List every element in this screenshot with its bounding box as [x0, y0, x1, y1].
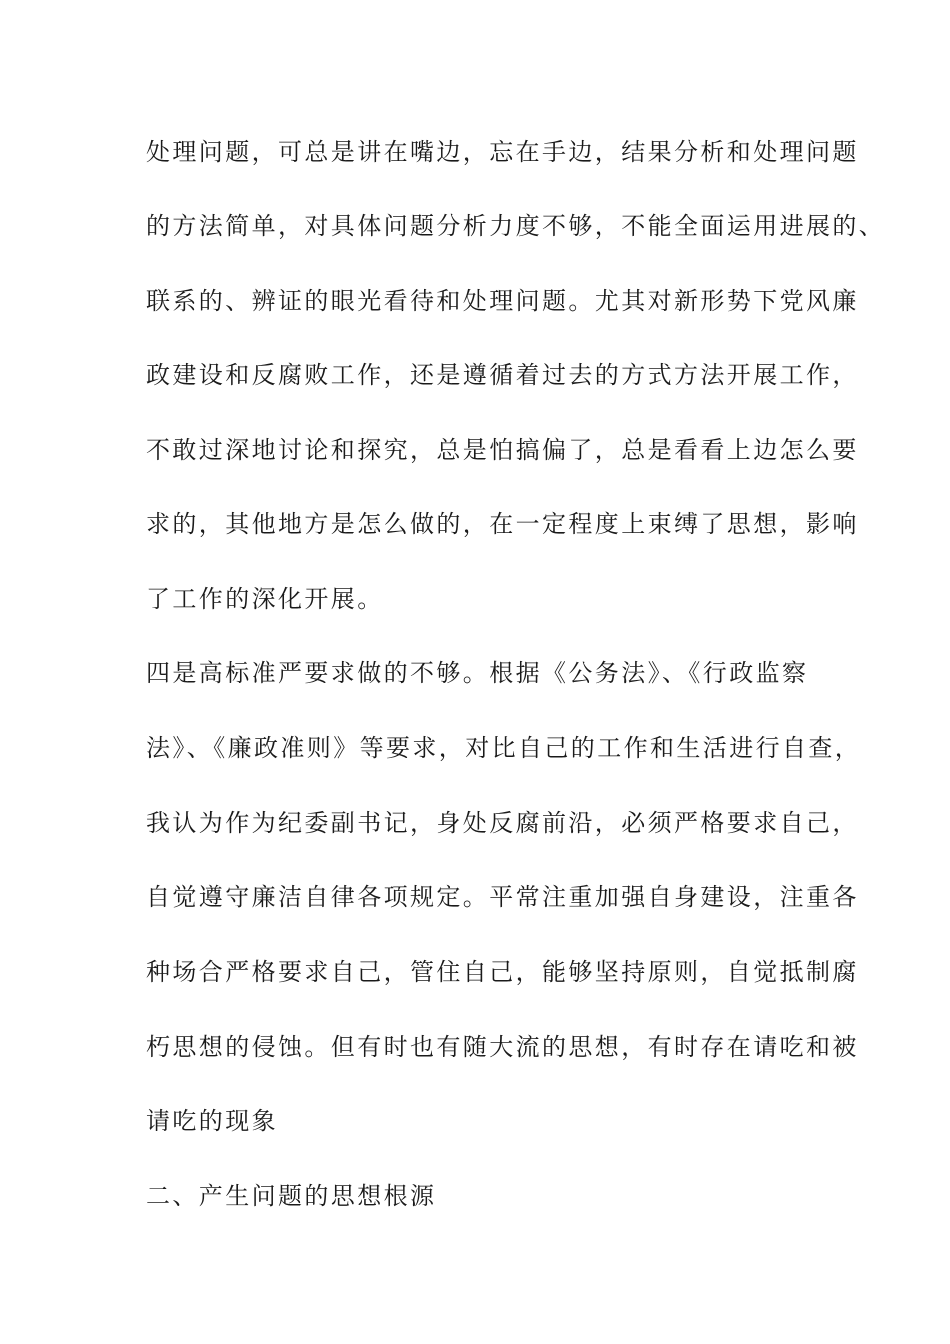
text-line: 求的，其他地方是怎么做的，在一定程度上束缚了思想，影响 [146, 510, 859, 538]
text-line: 了工作的深化开展。 [146, 585, 384, 613]
text-line: 种场合严格要求自己，管住自己，能够坚持原则，自觉抵制腐 [146, 958, 859, 986]
text-line: 联系的、辨证的眼光看待和处理问题。尤其对新形势下党风廉 [146, 287, 859, 315]
text-line: 请吃的现象 [146, 1107, 278, 1135]
text-line: 自觉遵守廉洁自律各项规定。平常注重加强自身建设，注重各 [146, 883, 859, 911]
text-line: 朽思想的侵蚀。但有时也有随大流的思想，有时存在请吃和被 [146, 1033, 859, 1061]
text-line: 政建设和反腐败工作，还是遵循着过去的方式方法开展工作， [146, 361, 859, 389]
text-line: 处理问题，可总是讲在嘴边，忘在手边，结果分析和处理问题 [146, 138, 859, 166]
text-line: 法》、《廉政准则》等要求，对比自己的工作和生活进行自查， [146, 734, 862, 762]
text-line: 不敢过深地讨论和探究，总是怕搞偏了，总是看看上边怎么要 [146, 436, 859, 464]
section-heading: 二、产生问题的思想根源 [146, 1182, 437, 1210]
paragraph-start-line: 四是高标准严要求做的不够。根据《公务法》、《行政监察 [146, 659, 809, 687]
text-line: 的方法简单，对具体问题分析力度不够，不能全面运用进展的、 [146, 212, 886, 240]
text-line: 我认为作为纪委副书记，身处反腐前沿，必须严格要求自己， [146, 809, 859, 837]
